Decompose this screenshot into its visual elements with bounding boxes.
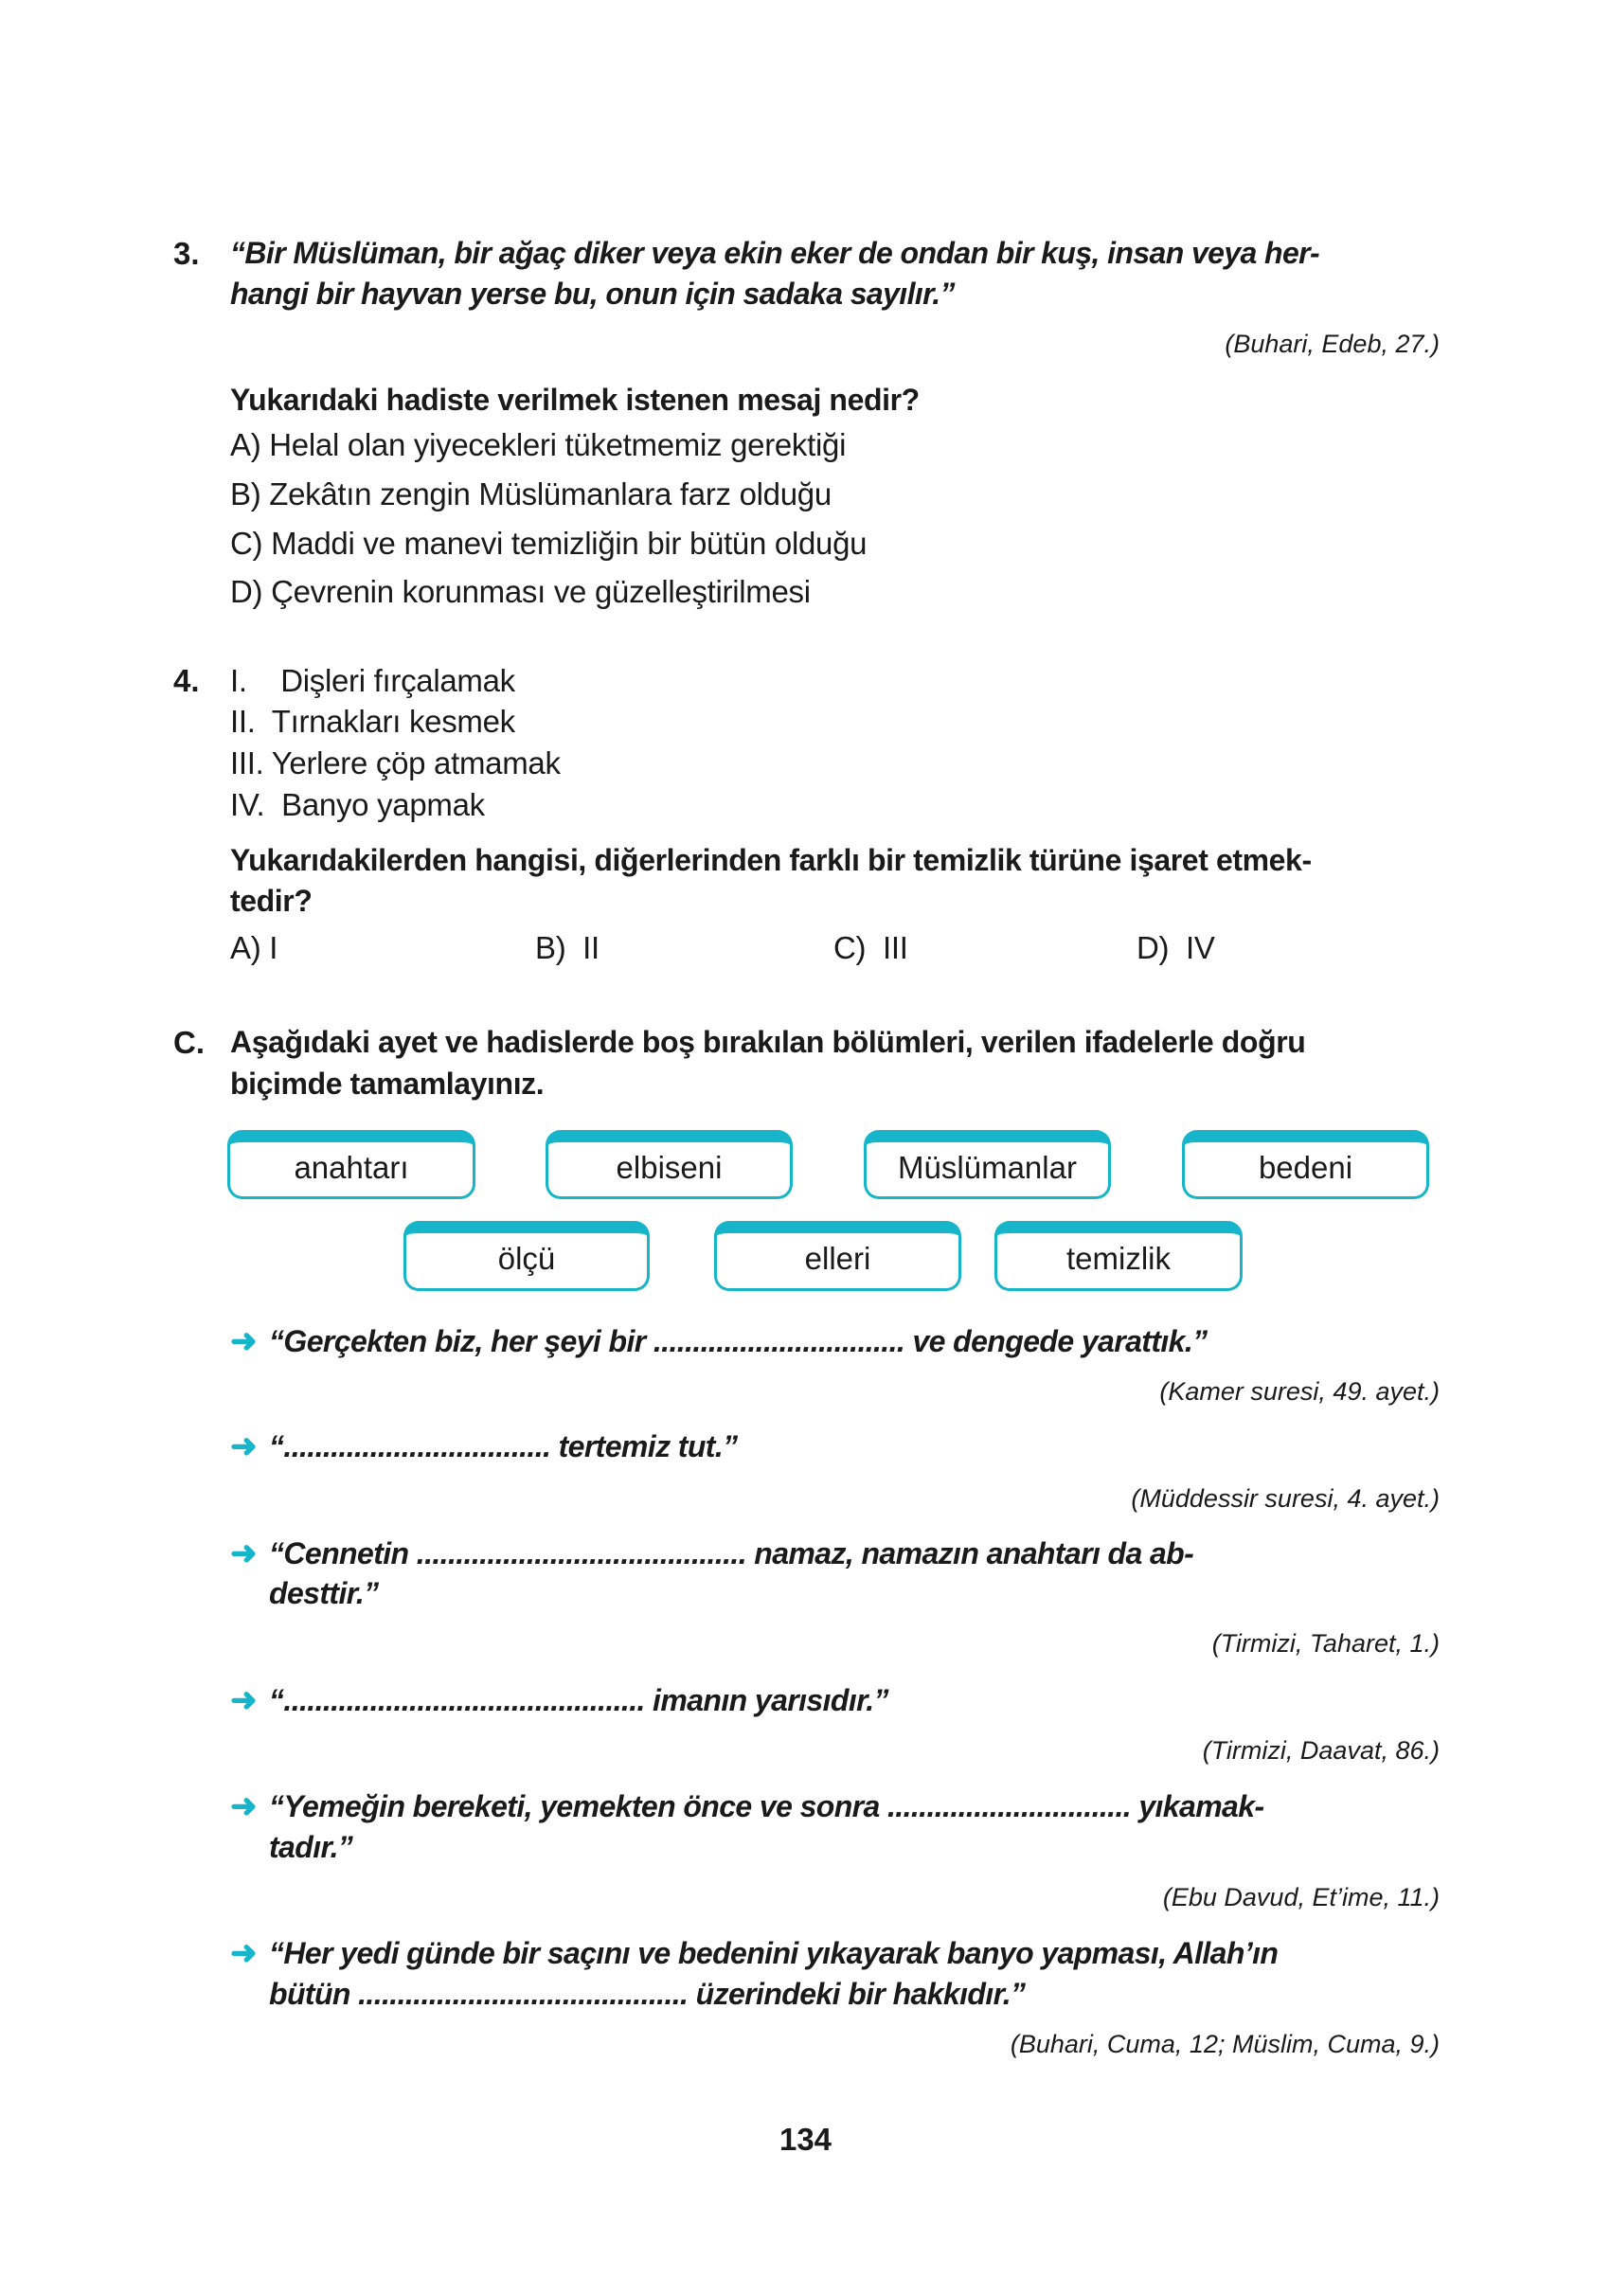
list-item: III. Yerlere çöp atmamak <box>230 745 561 780</box>
word-box-muslumanlar: Müslümanlar <box>864 1130 1111 1199</box>
question-number: 4. <box>173 663 200 698</box>
fill-blank-item: “Her yedi günde bir saçını ve bedenini yıkayarak banyo yapması, Allah’ın <box>269 1936 1279 1970</box>
option-b[interactable]: B) II <box>535 930 600 965</box>
section-heading: Aşağıdaki ayet ve hadislerde boş bırakılan bölümleri, verilen ifadelerle doğru <box>230 1025 1306 1059</box>
question-text: tedir? <box>230 884 313 918</box>
option-c[interactable]: C) Maddi ve manevi temizliğin bir bütün olduğu <box>230 526 868 561</box>
fill-blank-item: “.................................. tertemiz tut.” <box>269 1429 738 1463</box>
question-text: Yukarıdaki hadiste verilmek istenen mesaj nedir? <box>230 383 920 417</box>
word-box-olcu: ölçü <box>403 1221 650 1291</box>
arrow-right-icon: ➜ <box>230 1535 258 1571</box>
hadith-quote: “Bir Müslüman, bir ağaç diker veya ekin eker de ondan bir kuş, insan veya her- <box>230 236 1320 270</box>
list-item: II. Tırnakları kesmek <box>230 704 515 739</box>
arrow-right-icon: ➜ <box>230 1788 258 1824</box>
citation: (Buhari, Edeb, 27.) <box>1225 330 1440 358</box>
section-letter: C. <box>173 1025 205 1060</box>
arrow-right-icon: ➜ <box>230 1323 258 1359</box>
hadith-quote: hangi bir hayvan yerse bu, onun için sadaka sayılır.” <box>230 277 955 311</box>
word-box-bedeni: bedeni <box>1182 1130 1429 1199</box>
page-number: 134 <box>779 2122 832 2157</box>
option-b[interactable]: B) Zekâtın zengin Müslümanlara farz olduğu <box>230 476 832 511</box>
option-d[interactable]: D) IV <box>1137 930 1215 965</box>
fill-blank-item: tadır.” <box>269 1830 353 1864</box>
citation: (Ebu Davud, Et’ime, 11.) <box>1162 1883 1440 1911</box>
section-heading: biçimde tamamlayınız. <box>230 1067 545 1101</box>
option-c[interactable]: C) III <box>833 930 908 965</box>
word-box-anahtari: anahtarı <box>227 1130 475 1199</box>
citation: (Tirmizi, Daavat, 86.) <box>1202 1736 1440 1765</box>
citation: (Buhari, Cuma, 12; Müslim, Cuma, 9.) <box>1010 2030 1440 2058</box>
option-a[interactable]: A) I <box>230 930 278 965</box>
citation: (Kamer suresi, 49. ayet.) <box>1159 1377 1440 1406</box>
list-item: I. Dişleri fırçalamak <box>230 663 515 698</box>
fill-blank-item: “Yemeğin bereketi, yemekten önce ve sonra ............................... yıkamak- <box>269 1789 1264 1823</box>
fill-blank-item: desttir.” <box>269 1576 379 1610</box>
fill-blank-item: “.............................................. imanın yarısıdır.” <box>269 1683 888 1717</box>
arrow-right-icon: ➜ <box>230 1682 258 1718</box>
citation: (Tirmizi, Taharet, 1.) <box>1211 1629 1440 1658</box>
arrow-right-icon: ➜ <box>230 1935 258 1971</box>
fill-blank-item: “Gerçekten biz, her şeyi bir ................................ ve dengede yarattık.” <box>269 1324 1208 1358</box>
arrow-right-icon: ➜ <box>230 1428 258 1464</box>
option-a[interactable]: A) Helal olan yiyecekleri tüketmemiz gerektiği <box>230 427 847 462</box>
word-box-elleri: elleri <box>714 1221 961 1291</box>
question-text: Yukarıdakilerden hangisi, diğerlerinden farklı bir temizlik türüne işaret etmek- <box>230 843 1312 877</box>
option-d[interactable]: D) Çevrenin korunması ve güzelleştirilmesi <box>230 574 811 609</box>
question-number: 3. <box>173 236 200 271</box>
fill-blank-item: “Cennetin .......................................... namaz, namazın anahtarı da ab- <box>269 1536 1194 1570</box>
word-box-temizlik: temizlik <box>994 1221 1243 1291</box>
fill-blank-item: bütün .......................................... üzerindeki bir hakkıdır.” <box>269 1977 1026 2011</box>
word-box-elbiseni: elbiseni <box>546 1130 793 1199</box>
citation: (Müddessir suresi, 4. ayet.) <box>1131 1484 1440 1513</box>
list-item: IV. Banyo yapmak <box>230 787 485 822</box>
